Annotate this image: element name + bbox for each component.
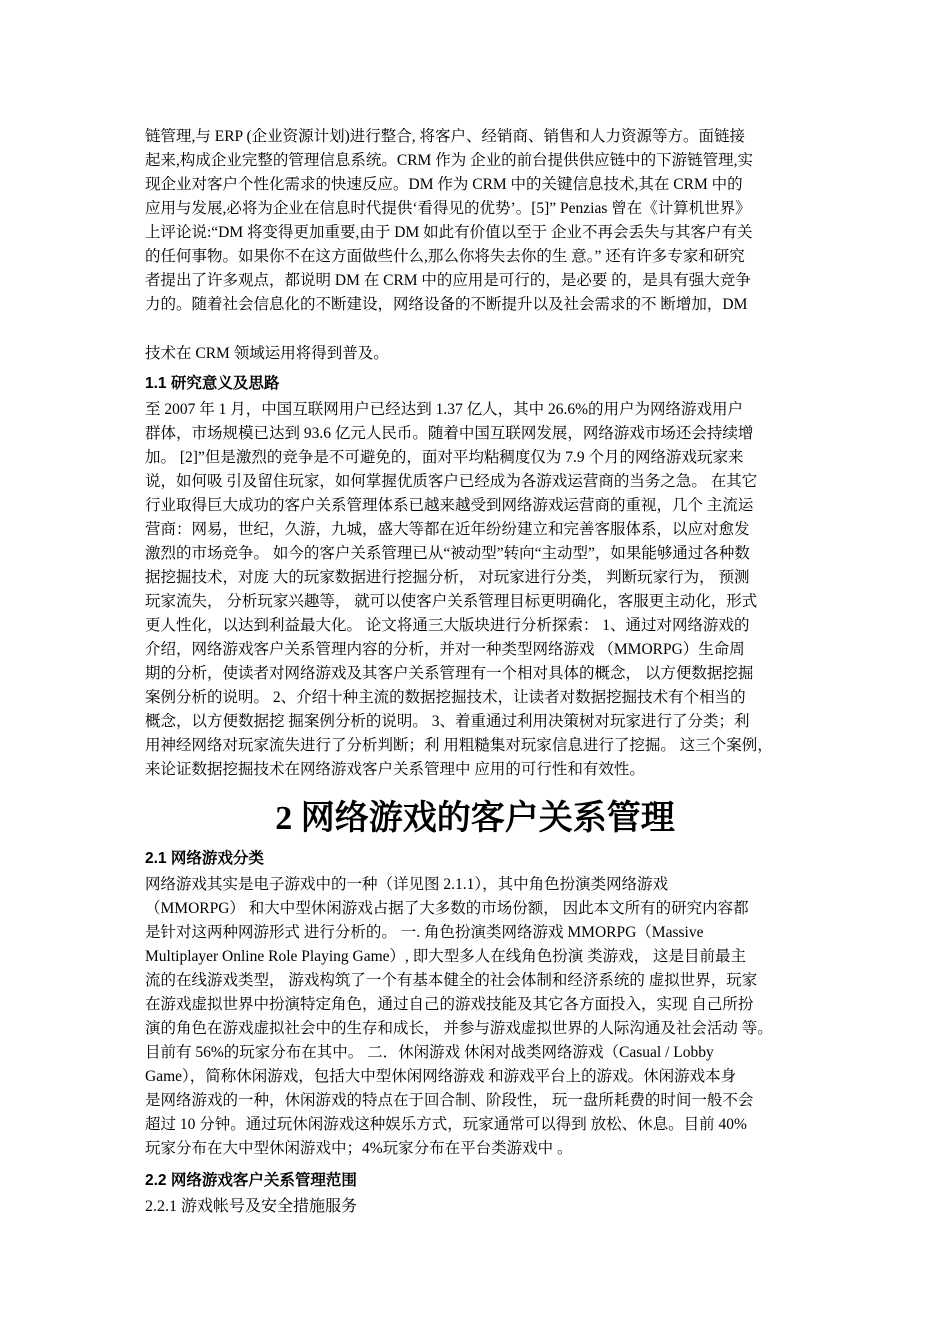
subsection-heading-2-2-1: 2.2.1 游戏帐号及安全措施服务 <box>145 1198 358 1215</box>
text-line: Multiplayer Online Role Playing Game）, 即大型多人在线角色扮演 类游戏， 这是目前最主 <box>145 948 747 965</box>
text-line: 者提出了许多观点，都说明 DM 在 CRM 中的应用是可行的，是必要 的，是具有强大竞争 <box>145 272 751 289</box>
text-line: 演的角色在游戏虚拟社会中的生存和成长， 并参与游戏虚拟世界的人际沟通及社会活动 等。 <box>145 1020 773 1037</box>
text-line: 在游戏虚拟世界中扮演特定角色，通过自己的游戏技能及其它各方面投入，实现 自己所扮 <box>145 996 754 1013</box>
text-line: 更人性化，以达到利益最大化。 论文将通三大版块进行分析探索： 1、通过对网络游戏的 <box>145 617 750 634</box>
text-line: 案例分析的说明。 2、介绍十种主流的数据挖掘技术，让读者对数据挖掘技术有个相当的 <box>145 689 746 706</box>
chapter-title: 2 网络游戏的客户关系管理 <box>275 800 675 837</box>
text-line: 来论证数据挖掘技术在网络游戏客户关系管理中 应用的可行性和有效性。 <box>145 761 645 778</box>
text-line: 的任何事物。如果你不在这方面做些什么,那么你将失去你的生 意。” 还有许多专家和研究 <box>145 248 745 265</box>
text-line: 应用与发展,必将为企业在信息时代提供‘看得见的优势’。[5]” Penzias 曾在《计算机世界》 <box>145 200 751 217</box>
text-line: 激烈的市场竞争。 如今的客户关系管理已从“被动型”转向“主动型”，如果能够通过各种数 <box>145 545 750 562</box>
text-line: 至 2007 年 1 月，中国互联网用户已经达到 1.37 亿人，其中 26.6%的用户为网络游戏用户 <box>145 401 744 418</box>
text-line: 流的在线游戏类型， 游戏构筑了一个有基本健全的社会体制和经济系统的 虚拟世界，玩家 <box>145 972 758 989</box>
text-line: 上评论说:“DM 将变得更加重要,由于 DM 如此有价值以至于 企业不再会丢失与其客户有关 <box>145 224 753 241</box>
text-line: 用神经网络对玩家流失进行了分析判断；利 用粗糙集对玩家信息进行了挖掘。 这三个案例， <box>145 737 773 754</box>
text-line: 说，如何吸 引及留住玩家，如何掌握优质客户已经成为各游戏运营商的当务之急。 在其它 <box>145 473 758 490</box>
text-line: 介绍，网络游戏客户关系管理内容的分析，并对一种类型网络游戏 （MMORPG）生命周 <box>145 641 745 658</box>
text-line: 行业取得巨大成功的客户关系管理体系已越来越受到网络游戏运营商的重视，几个 主流运 <box>145 497 754 514</box>
section-heading-2-1: 2.1 网络游戏分类 <box>145 850 264 867</box>
section-heading-1-1: 1.1 研究意义及思路 <box>145 375 280 392</box>
text-line: 是针对这两种网游形式 进行分析的。 一. 角色扮演类网络游戏 MMORPG（Massive <box>145 924 704 941</box>
text-line: 玩家流失， 分析玩家兴趣等， 就可以使客户关系管理目标更明确化，客服更主动化，形式 <box>145 593 758 610</box>
text-line: 网络游戏其实是电子游戏中的一种（详见图 2.1.1），其中角色扮演类网络游戏 <box>145 876 669 893</box>
text-line: Game），简称休闲游戏，包括大中型休闲网络游戏 和游戏平台上的游戏。休闲游戏本身 <box>145 1068 737 1085</box>
text-line: 营商：网易，世纪，久游，九城，盛大等都在近年纷纷建立和完善客服体系，以应对愈发 <box>145 521 750 538</box>
text-line: 玩家分布在大中型休闲游戏中；4%玩家分布在平台类游戏中 。 <box>145 1140 573 1157</box>
section-heading-2-2: 2.2 网络游戏客户关系管理范围 <box>145 1172 357 1189</box>
text-line: 技术在 CRM 领域运用将得到普及。 <box>145 345 389 362</box>
text-line: 期的分析，使读者对网络游戏及其客户关系管理有一个相对具体的概念， 以方便数据挖掘 <box>145 665 754 682</box>
text-line: 加。 [2]”但是激烈的竞争是不可避免的，面对平均粘稠度仅为 7.9 个月的网络游戏玩家来 <box>145 449 744 466</box>
text-line: （MMORPG） 和大中型休闲游戏占据了大多数的市场份额， 因此本文所有的研究内容都 <box>145 900 749 917</box>
text-line: 起来,构成企业完整的管理信息系统。CRM 作为 企业的前台提供供应链中的下游链管理,实 <box>145 152 753 169</box>
text-line: 目前有 56%的玩家分布在其中。 二．休闲游戏 休闲对战类网络游戏（Casual / Lobby <box>145 1044 714 1061</box>
text-line: 超过 10 分钟。通过玩休闲游戏这种娱乐方式，玩家通常可以得到 放松、休息。目前 40% <box>145 1116 747 1133</box>
text-line: 现企业对客户个性化需求的快速反应。DM 作为 CRM 中的关键信息技术,其在 CRM 中的 <box>145 176 743 193</box>
text-line: 链管理,与 ERP (企业资源计划)进行整合, 将客户、经销商、销售和人力资源等方。面链接 <box>145 128 746 145</box>
text-line: 概念，以方便数据挖 掘案例分析的说明。 3、着重通过利用决策树对玩家进行了分类；利 <box>145 713 750 730</box>
text-line: 力的。随着社会信息化的不断建设，网络设备的不断提升以及社会需求的不 断增加，DM <box>145 296 748 313</box>
text-line: 据挖掘技术，对庞 大的玩家数据进行挖掘分析， 对玩家进行分类， 判断玩家行为， 预测 <box>145 569 750 586</box>
text-line: 群体，市场规模已达到 93.6 亿元人民币。随着中国互联网发展，网络游戏市场还会持续增 <box>145 425 754 442</box>
text-line: 是网络游戏的一种，休闲游戏的特点在于回合制、阶段性， 玩一盘所耗费的时间一般不会 <box>145 1092 754 1109</box>
